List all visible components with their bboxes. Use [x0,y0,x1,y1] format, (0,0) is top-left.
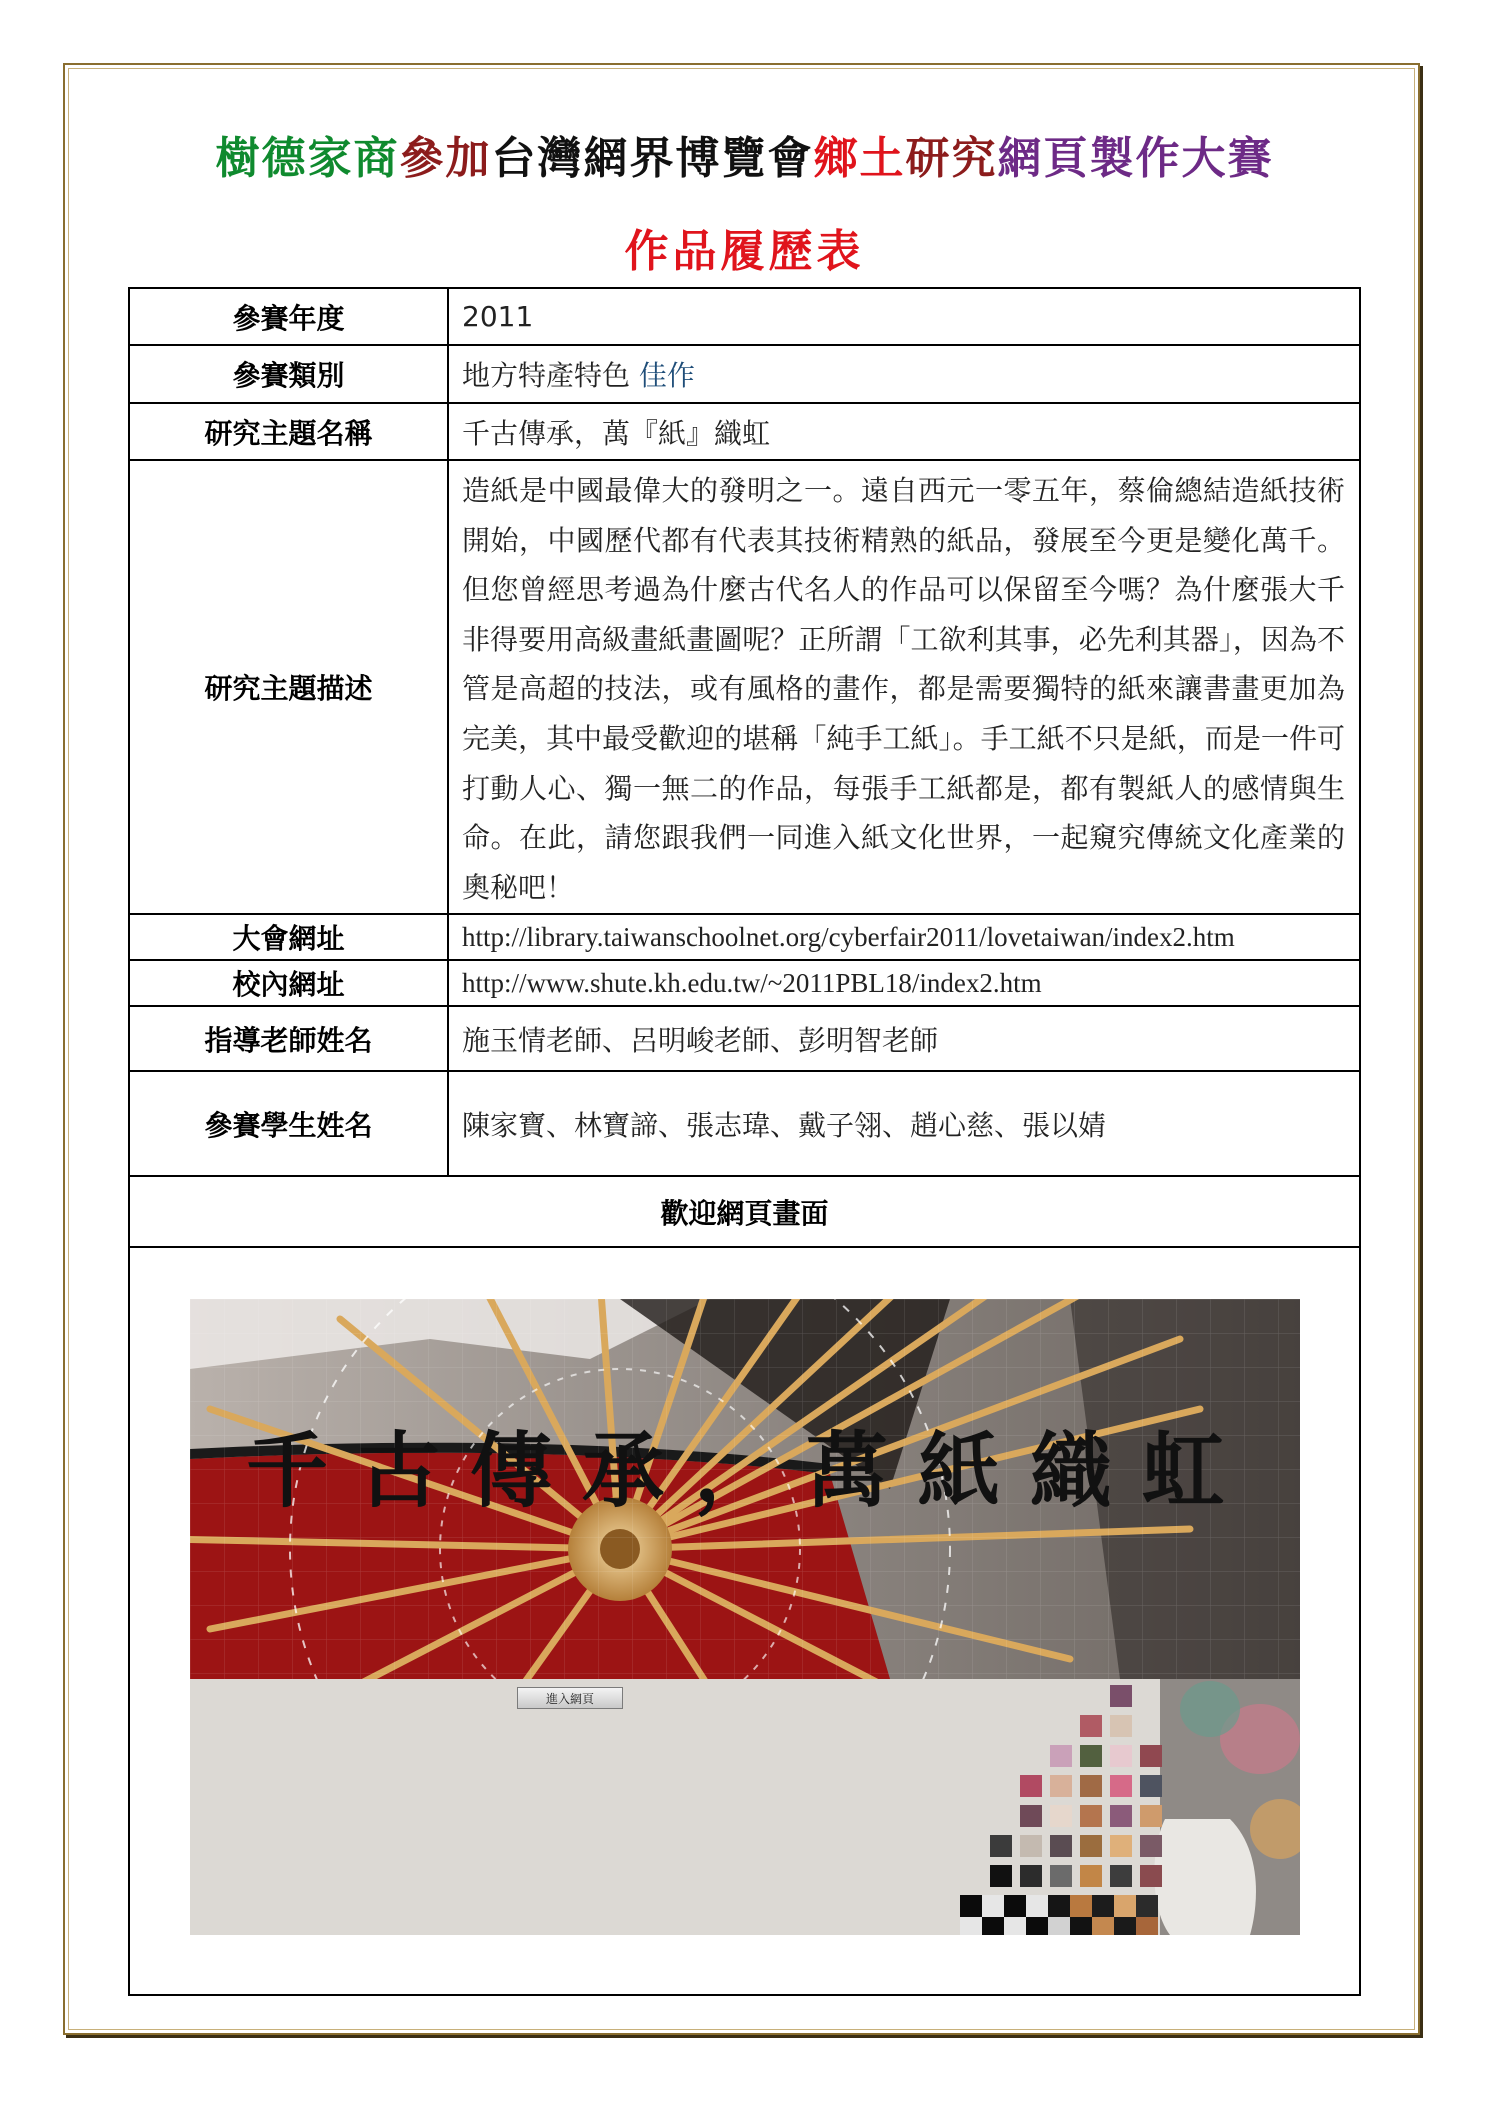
title-part-school: 樹德家商 [215,133,400,184]
paper-mosaic-image [960,1679,1300,1935]
award-value: 佳作 [638,359,695,392]
row-students [129,1071,1360,1176]
row-welcome-header [129,1176,1360,1247]
category-value: 地方特產特色 [462,359,631,392]
enter-website-button[interactable]: 進入網頁 [517,1687,623,1709]
topic-label: 研究主題名稱 [129,403,448,460]
banner-title: 千古傳承，萬紙織虹 [245,1423,1255,1519]
fair-url-label: 大會網址 [129,914,448,960]
row-school-url [129,960,1360,1006]
students-value: 陳家寶、林寶諦、張志瑋、戴子翎、趙心慈、張以婧 [448,1071,1360,1176]
topic-value: 千古傳承，萬『紙』織虹 [448,403,1360,460]
students-label: 參賽學生姓名 [129,1071,448,1176]
row-category [129,345,1360,403]
title-part-local: 鄉土 [813,133,906,184]
description-value: 造紙是中國最偉大的發明之一。遠自西元一零五年，蔡倫總結造紙技術開始，中國歷代都有代表其技術精熟的紙品，發展至今更是變化萬千。但您曾經思考過為什麼古代名人的作品可以保留至今嗎？為什麼張大千非得要用高級畫紙畫圖呢？正所謂「工欲利其事，必先利其器」，因為不管是高超的技法，或有風格的畫作，都是需要獨特的紙來讓書畫更加為完美，其中最受歡迎的堪稱「純手工紙」。手工紙不只是紙，而是一件可打動人心、獨一無二的作品，每張手工紙都是，都有製紙人的感情與生命。在此，請您跟我們一同進入紙文化世界，一起窺究傳統文化產業的奧秘吧！ [448,460,1360,914]
row-fair-url [129,914,1360,960]
title-part-cyberfair: 台灣網界博覽會 [491,133,814,184]
teachers-label: 指導老師姓名 [129,1006,448,1071]
category-label: 參賽類別 [129,345,448,403]
main-title [0,122,1489,186]
title-part-contest: 網頁製作大賽 [997,133,1274,184]
school-url-label: 校內網址 [129,960,448,1006]
description-label: 研究主題描述 [129,460,448,914]
school-url-link[interactable]: http://www.shute.kh.edu.tw/~2011PBL18/index2.htm [448,960,1360,1006]
welcome-label: 歡迎網頁畫面 [129,1176,1360,1247]
year-value: 2011 [448,288,1360,345]
row-topic [129,403,1360,460]
fair-url-link[interactable]: http://library.taiwanschoolnet.org/cyberfair2011/lovetaiwan/index2.htm [448,914,1360,960]
title-part-join: 參加 [399,133,492,184]
umbrella-banner [190,1299,1300,1679]
year-label: 參賽年度 [129,288,448,345]
row-description [129,460,1360,914]
subtitle: 作品履歷表 [624,226,865,277]
welcome-page-screenshot [190,1299,1300,1935]
row-teachers [129,1006,1360,1071]
row-year [129,288,1360,345]
category-cell [448,345,1360,403]
teachers-value: 施玉情老師、呂明峻老師、彭明智老師 [448,1006,1360,1071]
title-part-research: 研究 [905,133,998,184]
